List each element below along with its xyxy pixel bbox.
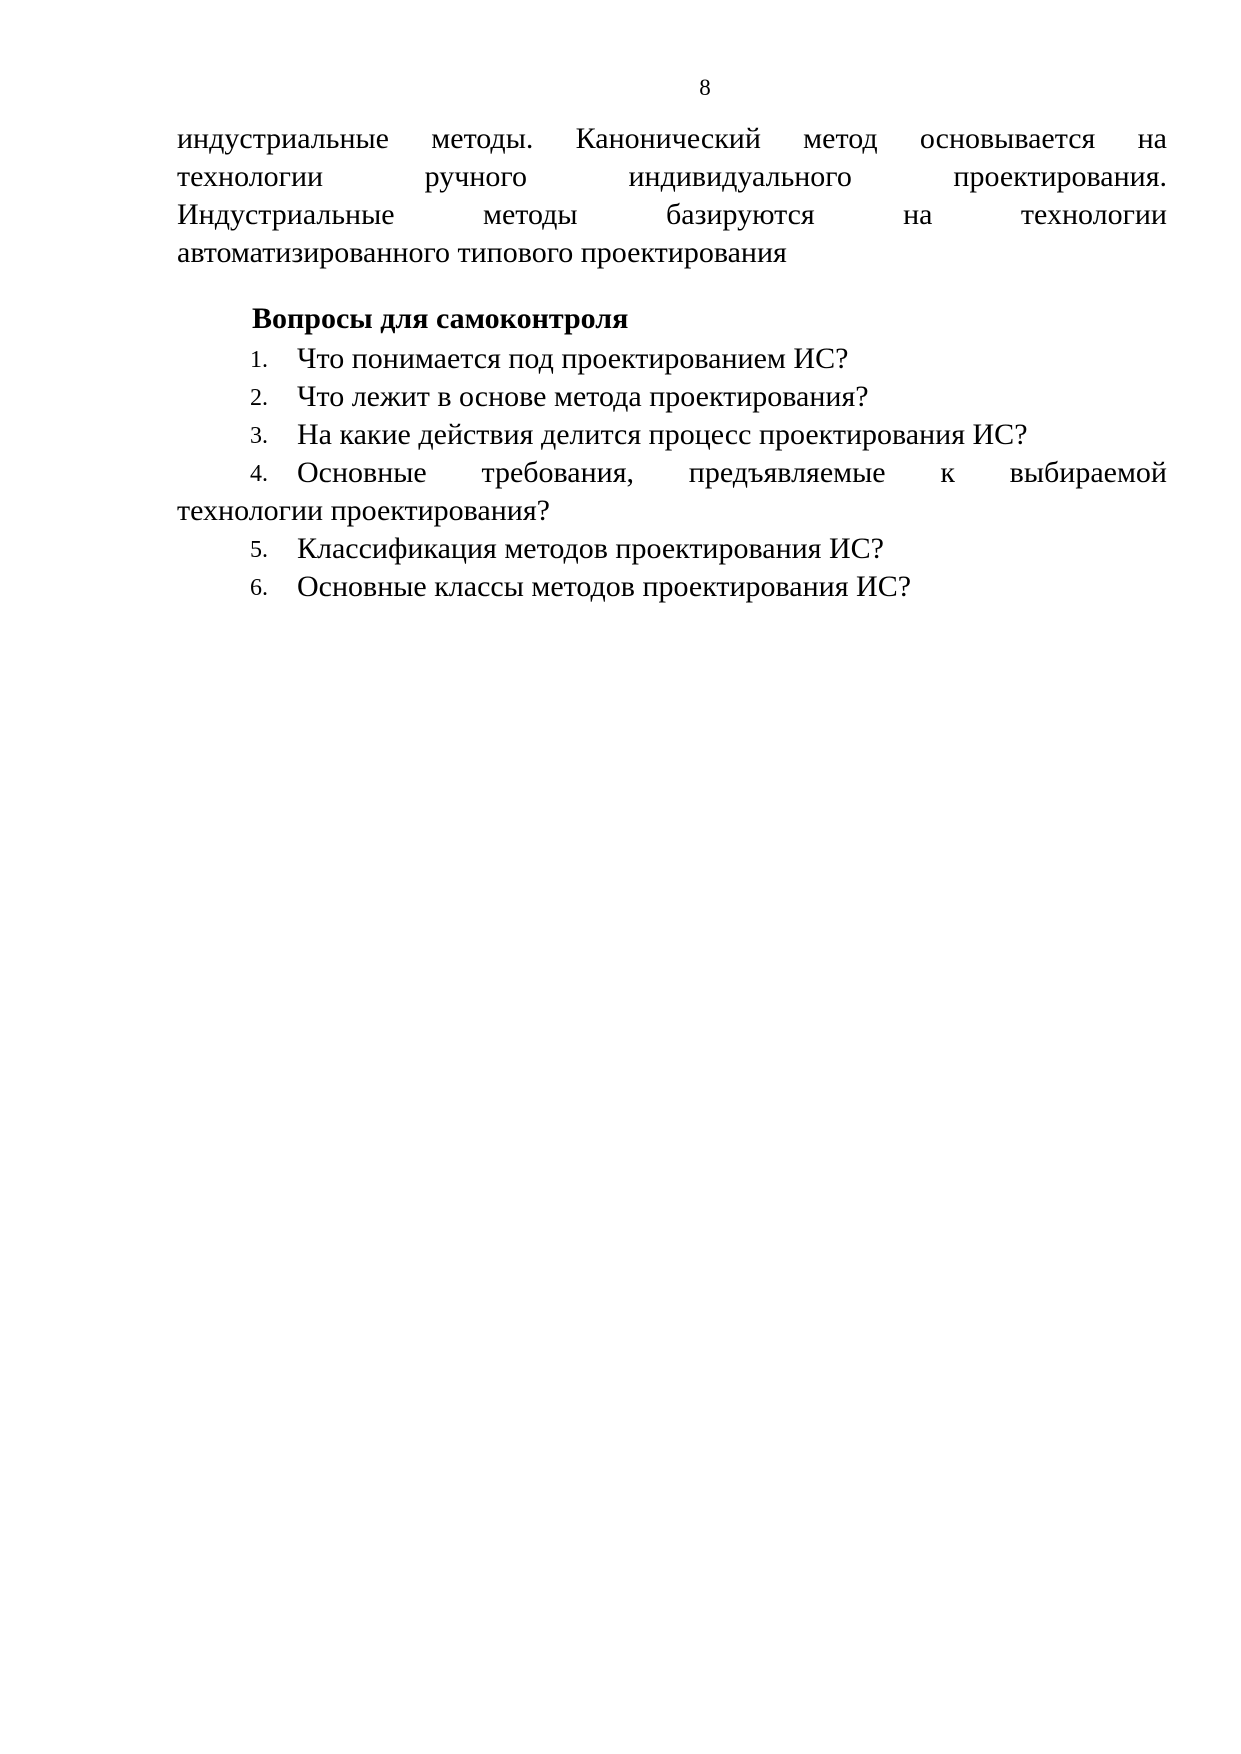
- body-paragraph: [177, 120, 1167, 272]
- list-item: [177, 378, 1167, 416]
- list-item-number: 6.: [250, 575, 268, 601]
- page-number: 8: [699, 75, 711, 100]
- list-item: [177, 416, 1167, 454]
- list-item-text: Что лежит в основе метода проектирования?: [297, 380, 869, 413]
- list-item: [177, 340, 1167, 378]
- paragraph-line: автоматизированного типового проектирования: [177, 236, 787, 269]
- list-item-number: 4.: [250, 461, 268, 487]
- paragraph-line: индустриальные методы. Канонический метод основывается на: [177, 122, 1167, 155]
- list-item-number: 1.: [250, 347, 268, 373]
- list-item-text: На какие действия делится процесс проектирования ИС?: [297, 418, 1028, 451]
- list-item-text: Что понимается под проектированием ИС?: [297, 342, 849, 375]
- list-item-number: 2.: [250, 385, 268, 411]
- list-item-text: Классификация методов проектирования ИС?: [297, 532, 884, 565]
- list-item-number: 3.: [250, 423, 268, 449]
- list-item-text: Основные требования, предъявляемые к выбираемой: [297, 456, 1167, 489]
- list-item: [177, 568, 1167, 606]
- paragraph-line: Индустриальные методы базируются на технологии: [177, 198, 1167, 231]
- section-title: Вопросы для самоконтроля: [252, 302, 629, 335]
- paragraph-line: технологии ручного индивидуального проектирования.: [177, 160, 1167, 193]
- list-item-continuation: технологии проектирования?: [177, 494, 550, 527]
- list-item-text: Основные классы методов проектирования ИС?: [297, 570, 912, 603]
- questions-list: [177, 340, 1167, 606]
- list-item: [177, 454, 1167, 492]
- list-item-number: 5.: [250, 537, 268, 563]
- list-item: [177, 530, 1167, 568]
